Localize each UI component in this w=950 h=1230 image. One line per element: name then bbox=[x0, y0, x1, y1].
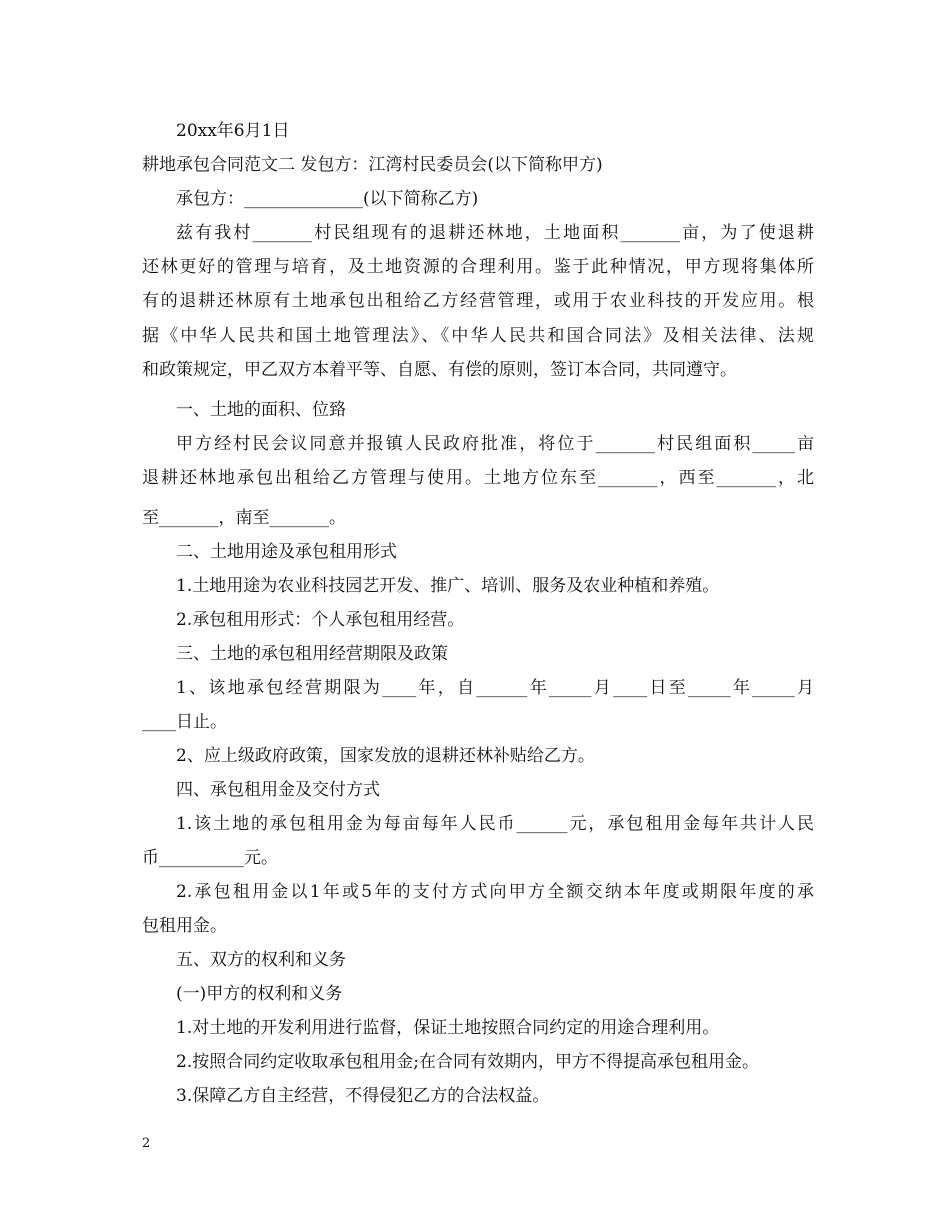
clause-line: 币__________元。 bbox=[142, 848, 278, 868]
clause-line: 1.土地用途为农业科技园艺开发、推广、培训、服务及农业种植和养殖。 bbox=[176, 576, 720, 596]
clause-line: 1、该地承包经营期限为____年，自______年_____月____日至_____年_____月 bbox=[176, 678, 814, 698]
clause-line: 2.承包租用形式：个人承包租用经营。 bbox=[176, 610, 465, 630]
section-heading: 四、承包租用金及交付方式 bbox=[176, 780, 380, 800]
clause-line: 1.该土地的承包租用金为每亩每年人民币______元，承包租用金每年共计人民 bbox=[176, 814, 814, 834]
paragraph-line: 据《中华人民共和国土地管理法》、《中华人民共和国合同法》及相关法律、法规 bbox=[142, 326, 814, 346]
paragraph-line: 有的退耕还林原有土地承包出租给乙方经营管理，或用于农业科技的开发应用。根 bbox=[142, 291, 814, 311]
paragraph-line: 和政策规定，甲乙双方本着平等、自愿、有偿的原则，签订本合同，共同遵守。 bbox=[142, 360, 737, 380]
clause-line: 包租用金。 bbox=[142, 916, 227, 936]
paragraph-line: 至_______，南至_______。 bbox=[142, 508, 346, 528]
clause-line: 2.按照合同约定收取承包租用金;在合同有效期内，甲方不得提高承包租用金。 bbox=[176, 1052, 759, 1072]
paragraph-line: 还林更好的管理与培育，及土地资源的合理利用。鉴于此种情况，甲方现将集体所 bbox=[142, 257, 814, 277]
clause-line: 3.保障乙方自主经营，不得侵犯乙方的合法权益。 bbox=[176, 1086, 550, 1106]
paragraph-line: 甲方经村民会议同意并报镇人民政府批准，将位于_______村民组面积_____亩 bbox=[176, 434, 814, 454]
page-number: 2 bbox=[142, 1136, 151, 1151]
clause-line: 2、应上级政府政策，国家发放的退耕还林补贴给乙方。 bbox=[176, 746, 595, 766]
subsection-heading: (一)甲方的权利和义务 bbox=[176, 984, 343, 1004]
contractor-line: 承包方：______________(以下简称乙方) bbox=[176, 189, 479, 209]
section-heading: 二、土地用途及承包租用形式 bbox=[176, 542, 397, 562]
clause-line: ____日止。 bbox=[142, 712, 227, 732]
section-heading: 五、双方的权利和义务 bbox=[176, 950, 346, 970]
section-heading: 一、土地的面积、位臵 bbox=[176, 400, 346, 420]
section-heading: 三、土地的承包租用经营期限及政策 bbox=[176, 644, 448, 664]
paragraph-line: 兹有我村_______村民组现有的退耕还林地，土地面积_______亩，为了使退耕 bbox=[176, 223, 814, 243]
paragraph-line: 退耕还林地承包出租给乙方管理与使用。土地方位东至_______，西至_______，北 bbox=[142, 468, 814, 488]
contract-title-line: 耕地承包合同范文二 发包方：江湾村民委员会(以下简称甲方) bbox=[142, 155, 603, 175]
clause-line: 2.承包租用金以1年或5年的支付方式向甲方全额交纳本年度或期限年度的承 bbox=[176, 882, 814, 902]
date-line: 20xx年6月1日 bbox=[176, 121, 290, 141]
clause-line: 1.对土地的开发利用进行监督，保证土地按照合同约定的用途合理利用。 bbox=[176, 1018, 720, 1038]
